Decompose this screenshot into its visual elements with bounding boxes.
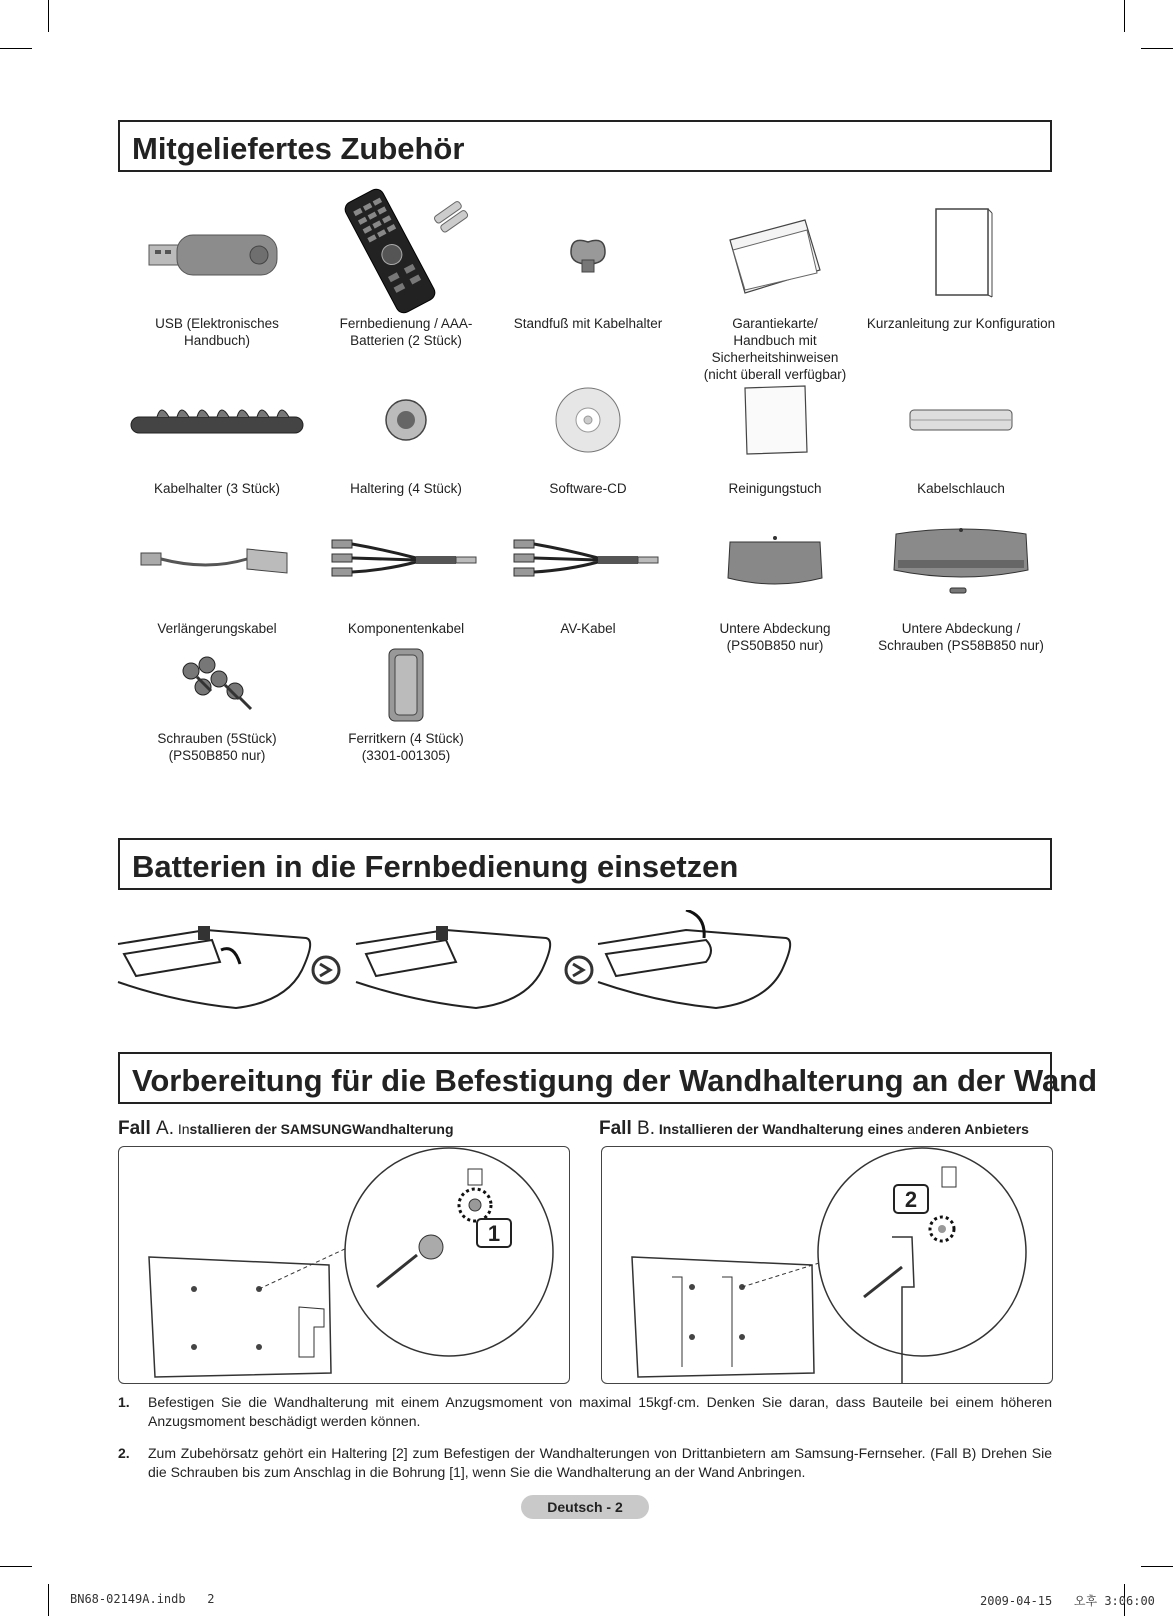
crop-mark bbox=[0, 1566, 32, 1567]
accessory-caption: Standfuß mit Kabelhalter bbox=[513, 316, 663, 331]
cable-holder-icon bbox=[127, 395, 307, 445]
crop-mark bbox=[1141, 48, 1173, 49]
crop-mark bbox=[1124, 0, 1125, 32]
accessory-item bbox=[122, 195, 312, 349]
accessory-caption: Reinigungstuch bbox=[728, 481, 822, 496]
accessory-caption: Untere Abdeckung (PS50B850 nur) bbox=[719, 621, 831, 653]
accessory-caption: AV-Kabel bbox=[560, 621, 616, 636]
accessory-item bbox=[680, 195, 870, 383]
accessory-item bbox=[122, 640, 312, 764]
accessory-item bbox=[311, 500, 501, 637]
accessory-item bbox=[122, 360, 312, 497]
accessory-item bbox=[493, 360, 683, 497]
accessory-item bbox=[493, 195, 683, 332]
accessory-caption: Haltering (4 Stück) bbox=[350, 481, 462, 496]
page-number-label: Deutsch - 2 bbox=[521, 1495, 649, 1519]
accessory-item bbox=[122, 500, 312, 637]
note-item: 1. Befestigen Sie die Wandhalterung mit einem Anzugsmoment von maximal 15kgf·cm. Denken Sie daran, dass Bauteile bei einem höheren Anzugsmoment beschädigt werden können. bbox=[118, 1394, 1052, 1429]
step-badge: 1 bbox=[487, 1221, 501, 1246]
section-title: Vorbereitung für die Befestigung der Wandhalterung an der Wand bbox=[132, 1063, 1098, 1098]
crop-mark bbox=[1141, 1566, 1173, 1567]
section-accessories-header bbox=[118, 120, 1052, 172]
component-cable-icon bbox=[326, 530, 486, 590]
accessory-caption: Kurzanleitung zur Konfiguration bbox=[866, 316, 1056, 331]
bottom-cover-screws-icon bbox=[886, 520, 1036, 600]
accessory-item bbox=[311, 640, 501, 764]
accessory-caption: Kabelhalter (3 Stück) bbox=[153, 481, 281, 496]
cleaning-cloth-icon bbox=[735, 380, 815, 460]
footer-timestamp: 2009-04-15 오후 3:06:00 bbox=[980, 1594, 1155, 1608]
section-wallmount-header bbox=[118, 1052, 1098, 1104]
accessory-caption: USB (Elektronisches Handbuch) bbox=[155, 316, 279, 348]
fall-a-title: Fall A. Installieren der SAMSUNGWandhalterung bbox=[118, 1118, 454, 1139]
accessory-caption: Fernbedienung / AAA- Batterien (2 Stück) bbox=[339, 316, 473, 348]
section-title: Mitgeliefertes Zubehör bbox=[132, 131, 465, 166]
accessory-caption: Kabelschlauch bbox=[917, 481, 1005, 496]
fall-b-diagram bbox=[601, 1146, 1053, 1384]
crop-mark bbox=[48, 0, 49, 32]
note-item: 2. Zum Zubehörsatz gehört ein Haltering [2] zum Befestigen der Wandhalterungen von Drittanbietern am Samsung-Fernseher. (Fall B) Drehen Sie die Schrauben bis zum Anschlag in die Bohrung [1], wenn Sie die Wandhalterung an der Wand Anbringen. bbox=[118, 1445, 1052, 1480]
accessory-item bbox=[866, 190, 1056, 332]
section-title: Batterien in die Fernbedienung einsetzen bbox=[132, 849, 739, 884]
accessory-item bbox=[866, 360, 1056, 497]
accessory-caption: Verlängerungskabel bbox=[157, 621, 277, 636]
fall-b-title: Fall B. Installieren der Wandhalterung eines anderen Anbieters bbox=[599, 1118, 1029, 1139]
warranty-card-icon bbox=[725, 215, 825, 295]
crop-mark bbox=[48, 1584, 49, 1616]
quick-guide-icon bbox=[926, 203, 996, 303]
accessory-item bbox=[680, 360, 870, 497]
accessory-caption: Untere Abdeckung / Schrauben (PS58B850 nur) bbox=[878, 621, 1044, 653]
accessory-caption: Software-CD bbox=[549, 481, 627, 496]
accessory-item bbox=[680, 500, 870, 654]
accessory-item bbox=[311, 185, 501, 349]
usb-stick-icon bbox=[147, 225, 287, 285]
accessory-caption: Ferritkern (4 Stück) (3301-001305) bbox=[348, 731, 464, 763]
accessory-caption: Komponentenkabel bbox=[347, 621, 465, 636]
footer-file-info: BN68-02149A.indb 2 bbox=[70, 1592, 215, 1606]
accessory-caption: Schrauben (5Stück) (PS50B850 nur) bbox=[157, 731, 277, 763]
cable-tube-icon bbox=[906, 400, 1016, 440]
step-badge: 2 bbox=[904, 1187, 918, 1212]
crop-mark bbox=[0, 48, 32, 49]
accessory-item bbox=[493, 500, 683, 637]
accessory-item bbox=[866, 500, 1056, 654]
battery-insertion-diagram bbox=[116, 910, 836, 1020]
screws-icon bbox=[177, 655, 257, 715]
accessory-item bbox=[311, 360, 501, 497]
fall-a-diagram bbox=[118, 1146, 570, 1384]
remote-control-icon bbox=[331, 185, 481, 315]
software-cd-icon bbox=[553, 385, 623, 455]
section-batteries-header bbox=[118, 838, 1052, 890]
accessory-caption: Garantiekarte/ Handbuch mit Sicherheitshinweisen (nicht überall verfügbar) bbox=[703, 316, 847, 382]
bottom-cover-icon bbox=[720, 530, 830, 590]
holder-ring-icon bbox=[381, 395, 431, 445]
extension-cable-icon bbox=[137, 535, 297, 585]
stand-cable-holder-icon bbox=[563, 230, 613, 280]
av-cable-icon bbox=[508, 530, 668, 590]
ferrite-core-icon bbox=[381, 645, 431, 725]
